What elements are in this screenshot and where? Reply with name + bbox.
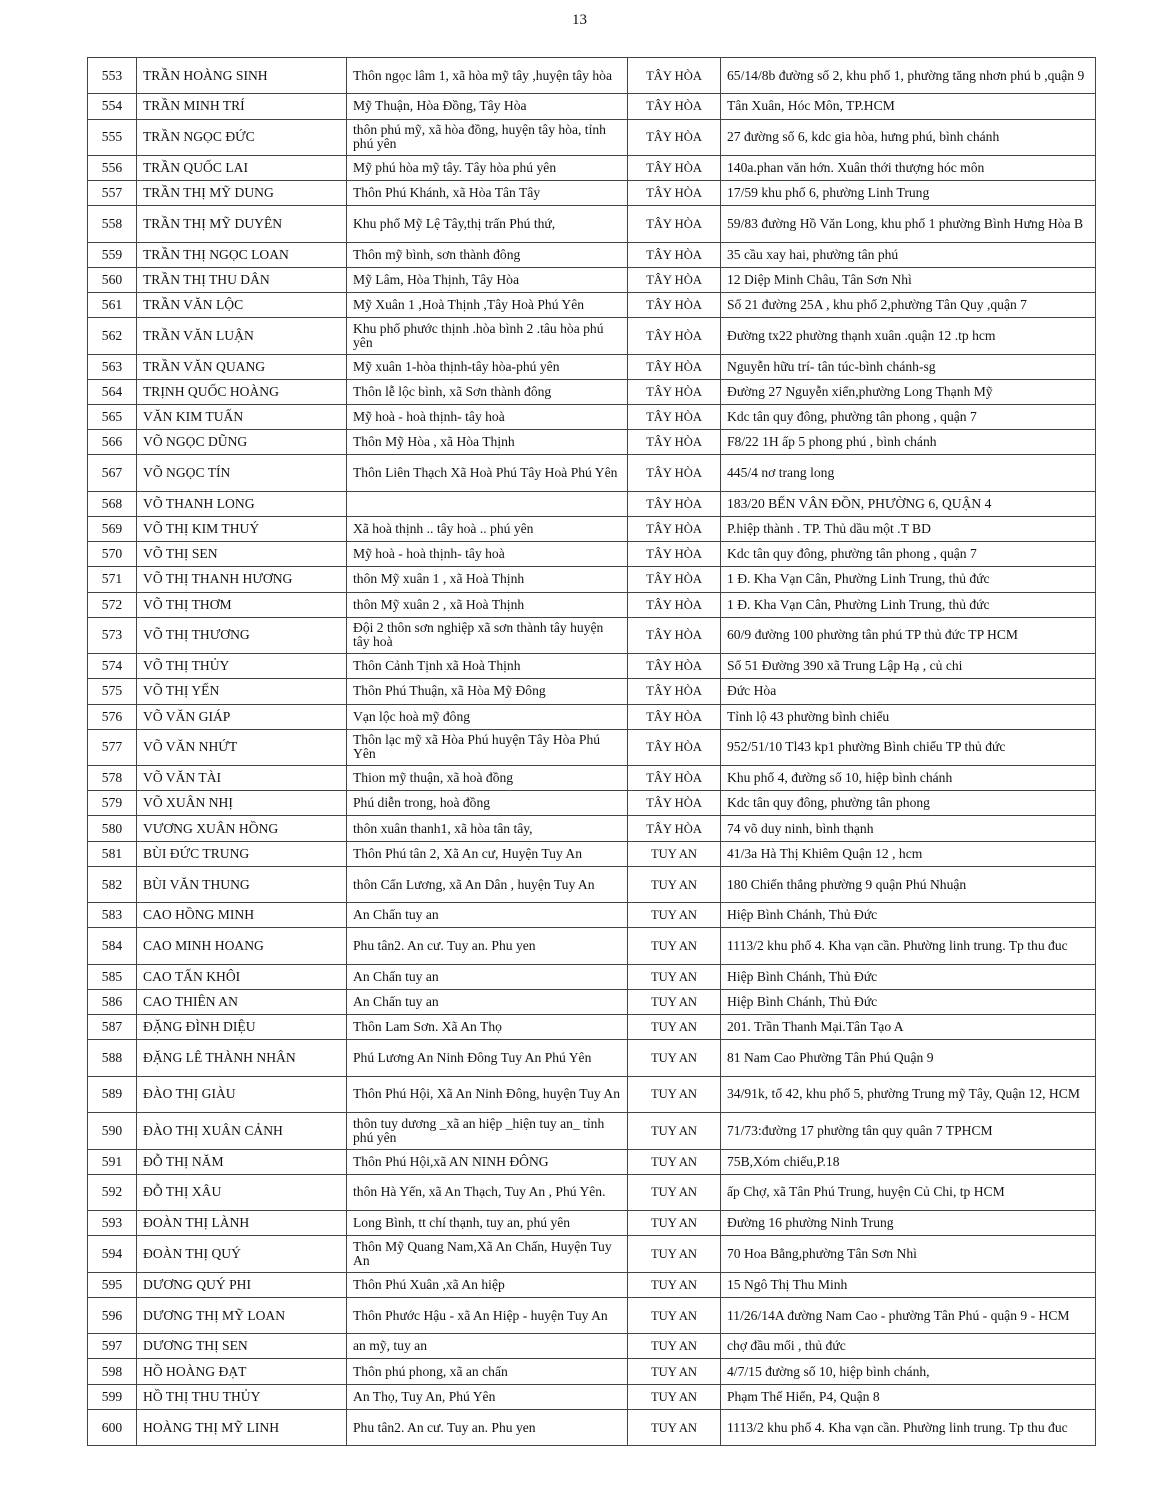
member-name: DƯƠNG QUÝ PHI (137, 1272, 347, 1297)
member-name: VĂN KIM TUẤN (137, 405, 347, 430)
member-district: TUY AN (628, 990, 721, 1015)
member-hometown: thôn phú mỹ, xã hòa đồng, huyện tây hòa, tỉnh phú yên (347, 119, 628, 155)
member-hometown: thôn Cẩn Lương, xã An Dân , huyện Tuy An (347, 866, 628, 902)
row-number: 598 (88, 1359, 137, 1384)
member-name: ĐỖ THỊ NĂM (137, 1149, 347, 1174)
member-name: ĐẶNG ĐÌNH DIỆU (137, 1015, 347, 1040)
member-name: HỒ HOÀNG ĐẠT (137, 1359, 347, 1384)
member-hometown: Phú diễn trong, hoà đồng (347, 791, 628, 816)
row-number: 576 (88, 704, 137, 729)
member-district: TÂY HÒA (628, 766, 721, 791)
member-address: Số 21 đường 25A , khu phố 2,phường Tân Quy ,quận 7 (721, 293, 1096, 318)
member-name: VÕ NGỌC TÍN (137, 455, 347, 491)
member-address: 183/20 BẾN VÂN ĐỒN, PHƯỜNG 6, QUẬN 4 (721, 491, 1096, 516)
member-district: TUY AN (628, 928, 721, 964)
member-address: Số 51 Đường 390 xã Trung Lập Hạ , củ chi (721, 654, 1096, 679)
row-number: 584 (88, 928, 137, 964)
row-number: 577 (88, 729, 137, 765)
member-address: 445/4 nơ trang long (721, 455, 1096, 491)
row-number: 555 (88, 119, 137, 155)
member-hometown: Mỹ Thuận, Hòa Đồng, Tây Hòa (347, 94, 628, 119)
member-address: chợ đầu mối , thủ đức (721, 1334, 1096, 1359)
row-number: 587 (88, 1015, 137, 1040)
member-name: VÕ VĂN NHỨT (137, 729, 347, 765)
member-address: Kdc tân quy đông, phường tân phong , quận 7 (721, 405, 1096, 430)
member-name: VÕ THANH LONG (137, 491, 347, 516)
member-district: TÂY HÒA (628, 267, 721, 292)
member-address: Đường 27 Nguyễn xiển,phường Long Thạnh Mỹ (721, 379, 1096, 404)
member-hometown: Thôn Phú Thuận, xã Hòa Mỹ Đông (347, 679, 628, 704)
member-name: VÕ THỊ KIM THUÝ (137, 517, 347, 542)
member-name: TRỊNH QUỐC HOÀNG (137, 379, 347, 404)
table-row (88, 964, 1096, 989)
member-address: 17/59 khu phố 6, phường Linh Trung (721, 181, 1096, 206)
member-address: Tân Xuân, Hóc Môn, TP.HCM (721, 94, 1096, 119)
table-row (88, 592, 1096, 617)
member-name: BÙI VĂN THUNG (137, 866, 347, 902)
member-hometown: thôn xuân thanh1, xã hòa tân tây, (347, 816, 628, 841)
member-name: VÕ THỊ THƯƠNG (137, 617, 347, 653)
row-number: 564 (88, 379, 137, 404)
table-row (88, 318, 1096, 354)
member-district: TUY AN (628, 964, 721, 989)
member-district: TÂY HÒA (628, 617, 721, 653)
member-address: 34/91k, tổ 42, khu phố 5, phường Trung mỹ Tây, Quận 12, HCM (721, 1076, 1096, 1112)
member-name: VÕ VĂN GIÁP (137, 704, 347, 729)
member-district: TÂY HÒA (628, 491, 721, 516)
member-district: TÂY HÒA (628, 293, 721, 318)
member-hometown: Thôn Lam Sơn. Xã An Thọ (347, 1015, 628, 1040)
row-number: 600 (88, 1409, 137, 1445)
member-address: 180 Chiến thắng phường 9 quận Phú Nhuận (721, 866, 1096, 902)
member-district: TUY AN (628, 1113, 721, 1149)
table-row (88, 354, 1096, 379)
row-number: 581 (88, 841, 137, 866)
member-address: 59/83 đường Hồ Văn Long, khu phố 1 phường Bình Hưng Hòa B (721, 206, 1096, 242)
table-row (88, 1015, 1096, 1040)
member-hometown: Thôn mỹ bình, sơn thành đông (347, 242, 628, 267)
member-hometown: An Chấn tuy an (347, 903, 628, 928)
member-address: Phạm Thế Hiển, P4, Quận 8 (721, 1384, 1096, 1409)
row-number: 574 (88, 654, 137, 679)
row-number: 596 (88, 1297, 137, 1333)
member-hometown: Thôn Phú Hội, Xã An Ninh Đông, huyện Tuy An (347, 1076, 628, 1112)
member-address: 70 Hoa Bằng,phường Tân Sơn Nhì (721, 1236, 1096, 1272)
member-address: 140a.phan văn hớn. Xuân thới thượng hóc môn (721, 155, 1096, 180)
member-address: Khu phố 4, đường số 10, hiệp bình chánh (721, 766, 1096, 791)
member-hometown: Thôn Phú Khánh, xã Hòa Tân Tây (347, 181, 628, 206)
table-row (88, 155, 1096, 180)
member-name: ĐOÀN THỊ LÀNH (137, 1211, 347, 1236)
member-address: 201. Trần Thanh Mại.Tân Tạo A (721, 1015, 1096, 1040)
row-number: 570 (88, 542, 137, 567)
member-hometown: Mỹ hoà - hoà thịnh- tây hoà (347, 405, 628, 430)
member-hometown: Thôn Liên Thạch Xã Hoà Phú Tây Hoà Phú Yên (347, 455, 628, 491)
member-district: TÂY HÒA (628, 318, 721, 354)
table-row (88, 119, 1096, 155)
member-district: TÂY HÒA (628, 816, 721, 841)
member-name: ĐÀO THỊ XUÂN CẢNH (137, 1113, 347, 1149)
member-hometown: Long Bình, tt chí thạnh, tuy an, phú yên (347, 1211, 628, 1236)
row-number: 559 (88, 242, 137, 267)
table-row (88, 293, 1096, 318)
table-row (88, 1236, 1096, 1272)
table-row (88, 1174, 1096, 1210)
member-district: TÂY HÒA (628, 119, 721, 155)
member-name: VÕ NGỌC DŨNG (137, 430, 347, 455)
member-district: TÂY HÒA (628, 704, 721, 729)
table-row (88, 654, 1096, 679)
page-number: 13 (572, 12, 587, 28)
member-hometown: Mỹ phú hòa mỹ tây. Tây hòa phú yên (347, 155, 628, 180)
member-address: Nguyễn hữu trí- tân túc-bình chánh-sg (721, 354, 1096, 379)
member-name: TRẦN VĂN QUANG (137, 354, 347, 379)
member-address: Tỉnh lộ 43 phường bình chiểu (721, 704, 1096, 729)
row-number: 554 (88, 94, 137, 119)
table-row (88, 816, 1096, 841)
member-name: VÕ THỊ THƠM (137, 592, 347, 617)
member-hometown: Thion mỹ thuận, xã hoà đồng (347, 766, 628, 791)
table-row (88, 990, 1096, 1015)
table-row (88, 903, 1096, 928)
member-table (87, 57, 1096, 1446)
member-district: TUY AN (628, 1297, 721, 1333)
member-hometown: Phu tân2. An cư. Tuy an. Phu yen (347, 1409, 628, 1445)
row-number: 589 (88, 1076, 137, 1112)
table-row (88, 430, 1096, 455)
table-row (88, 1113, 1096, 1149)
member-hometown: Mỹ Lâm, Hòa Thịnh, Tây Hòa (347, 267, 628, 292)
member-hometown: Mỹ Xuân 1 ,Hoà Thịnh ,Tây Hoà Phú Yên (347, 293, 628, 318)
member-name: VÕ THỊ SEN (137, 542, 347, 567)
table-row (88, 181, 1096, 206)
member-district: TUY AN (628, 1040, 721, 1076)
table-row (88, 1334, 1096, 1359)
member-name: HỒ THỊ THU THỦY (137, 1384, 347, 1409)
member-hometown: thôn Mỹ xuân 1 , xã Hoà Thịnh (347, 567, 628, 592)
member-district: TUY AN (628, 1236, 721, 1272)
member-district: TÂY HÒA (628, 181, 721, 206)
member-name: TRẦN THỊ THU DÂN (137, 267, 347, 292)
row-number: 590 (88, 1113, 137, 1149)
member-address: 74 võ duy ninh, bình thạnh (721, 816, 1096, 841)
row-number: 561 (88, 293, 137, 318)
member-name: ĐOÀN THỊ QUÝ (137, 1236, 347, 1272)
table-row (88, 866, 1096, 902)
table-row (88, 729, 1096, 765)
member-district: TÂY HÒA (628, 592, 721, 617)
member-address: Đường 16 phường Ninh Trung (721, 1211, 1096, 1236)
member-district: TUY AN (628, 903, 721, 928)
member-name: VÕ THỊ YẾN (137, 679, 347, 704)
member-district: TUY AN (628, 1272, 721, 1297)
member-address: 1113/2 khu phố 4. Kha vạn cần. Phường linh trung. Tp thu đuc (721, 1409, 1096, 1445)
member-district: TÂY HÒA (628, 430, 721, 455)
member-hometown: thôn tuy dương _xã an hiệp _hiện tuy an_ tỉnh phú yên (347, 1113, 628, 1149)
row-number: 583 (88, 903, 137, 928)
member-name: ĐẶNG LÊ THÀNH NHÂN (137, 1040, 347, 1076)
table-row (88, 1297, 1096, 1333)
member-hometown: Thôn Mỹ Hòa , xã Hòa Thịnh (347, 430, 628, 455)
member-hometown: Thôn Mỹ Quang Nam,Xã An Chấn, Huyện Tuy An (347, 1236, 628, 1272)
member-name: TRẦN NGỌC ĐỨC (137, 119, 347, 155)
member-name: CAO TẤN KHÔI (137, 964, 347, 989)
member-address: 65/14/8b đường số 2, khu phố 1, phường tăng nhơn phú b ,quận 9 (721, 58, 1096, 94)
member-address: 35 cầu xay hai, phường tân phú (721, 242, 1096, 267)
row-number: 582 (88, 866, 137, 902)
member-address: 41/3a Hà Thị Khiêm Quận 12 , hcm (721, 841, 1096, 866)
table-row (88, 1040, 1096, 1076)
member-district: TÂY HÒA (628, 405, 721, 430)
member-district: TUY AN (628, 866, 721, 902)
member-name: TRẦN VĂN LUẬN (137, 318, 347, 354)
row-number: 599 (88, 1384, 137, 1409)
member-hometown: an mỹ, tuy an (347, 1334, 628, 1359)
table-row (88, 267, 1096, 292)
member-hometown: Thôn ngọc lâm 1, xã hòa mỹ tây ,huyện tây hòa (347, 58, 628, 94)
member-address: 71/73:đường 17 phường tân quy quân 7 TPHCM (721, 1113, 1096, 1149)
member-district: TÂY HÒA (628, 94, 721, 119)
member-address: Kdc tân quy đông, phường tân phong , quận 7 (721, 542, 1096, 567)
member-name: CAO HỒNG MINH (137, 903, 347, 928)
member-hometown: thôn Hà Yến, xã An Thạch, Tuy An , Phú Yên. (347, 1174, 628, 1210)
member-name: BÙI ĐỨC TRUNG (137, 841, 347, 866)
member-hometown: Vạn lộc hoà mỹ đông (347, 704, 628, 729)
table-row (88, 928, 1096, 964)
member-name: ĐÀO THỊ GIÀU (137, 1076, 347, 1112)
member-name: DƯƠNG THỊ SEN (137, 1334, 347, 1359)
member-address: 12 Diệp Minh Châu, Tân Sơn Nhì (721, 267, 1096, 292)
member-district: TUY AN (628, 1409, 721, 1445)
table-row (88, 1359, 1096, 1384)
member-hometown: An Chấn tuy an (347, 964, 628, 989)
member-address: 952/51/10 Tl43 kp1 phường Bình chiểu TP thủ đức (721, 729, 1096, 765)
member-address: 81 Nam Cao Phường Tân Phú Quận 9 (721, 1040, 1096, 1076)
member-district: TÂY HÒA (628, 354, 721, 379)
member-name: ĐỖ THỊ XÂU (137, 1174, 347, 1210)
member-hometown: Thôn Phú Xuân ,xã An hiệp (347, 1272, 628, 1297)
member-address: 4/7/15 đường số 10, hiệp bình chánh, (721, 1359, 1096, 1384)
member-name: VÕ THỊ THỦY (137, 654, 347, 679)
member-hometown: Đội 2 thôn sơn nghiệp xã sơn thành tây huyện tây hoà (347, 617, 628, 653)
table-row (88, 617, 1096, 653)
member-address: Hiệp Bình Chánh, Thủ Đức (721, 903, 1096, 928)
member-name: CAO THIÊN AN (137, 990, 347, 1015)
member-district: TÂY HÒA (628, 155, 721, 180)
member-hometown: Khu phố phước thịnh .hòa bình 2 .tâu hòa phú yên (347, 318, 628, 354)
member-district: TUY AN (628, 1334, 721, 1359)
member-address: Hiệp Bình Chánh, Thủ Đức (721, 990, 1096, 1015)
member-hometown: An Thọ, Tuy An, Phú Yên (347, 1384, 628, 1409)
member-hometown: Thôn lạc mỹ xã Hòa Phú huyện Tây Hòa Phú Yên (347, 729, 628, 765)
row-number: 557 (88, 181, 137, 206)
member-address: Kdc tân quy đông, phường tân phong (721, 791, 1096, 816)
table-row (88, 206, 1096, 242)
row-number: 566 (88, 430, 137, 455)
member-district: TÂY HÒA (628, 729, 721, 765)
member-hometown: Mỹ hoà - hoà thịnh- tây hoà (347, 542, 628, 567)
row-number: 585 (88, 964, 137, 989)
member-name: TRẦN THỊ MỸ DUYÊN (137, 206, 347, 242)
member-address: 1 Đ. Kha Vạn Cân, Phường Linh Trung, thủ đức (721, 567, 1096, 592)
member-district: TUY AN (628, 1076, 721, 1112)
member-district: TÂY HÒA (628, 379, 721, 404)
member-district: TÂY HÒA (628, 567, 721, 592)
table-row (88, 455, 1096, 491)
table-row (88, 1384, 1096, 1409)
table-row (88, 1272, 1096, 1297)
member-name: VÕ XUÂN NHỊ (137, 791, 347, 816)
row-number: 578 (88, 766, 137, 791)
row-number: 591 (88, 1149, 137, 1174)
table-row (88, 542, 1096, 567)
table-row (88, 379, 1096, 404)
member-name: TRẦN THỊ MỸ DUNG (137, 181, 347, 206)
row-number: 575 (88, 679, 137, 704)
table-row (88, 94, 1096, 119)
row-number: 595 (88, 1272, 137, 1297)
member-address: 75B,Xóm chiếu,P.18 (721, 1149, 1096, 1174)
member-table-body (88, 58, 1096, 1446)
member-district: TÂY HÒA (628, 654, 721, 679)
member-district: TÂY HÒA (628, 791, 721, 816)
member-district: TUY AN (628, 841, 721, 866)
table-row (88, 1076, 1096, 1112)
member-hometown: An Chấn tuy an (347, 990, 628, 1015)
member-address: 60/9 đường 100 phường tân phú TP thủ đức TP HCM (721, 617, 1096, 653)
member-district: TUY AN (628, 1015, 721, 1040)
table-row (88, 679, 1096, 704)
table-row (88, 704, 1096, 729)
member-address: 15 Ngô Thị Thu Minh (721, 1272, 1096, 1297)
table-row (88, 791, 1096, 816)
member-hometown: thôn Mỹ xuân 2 , xã Hoà Thịnh (347, 592, 628, 617)
row-number: 569 (88, 517, 137, 542)
member-hometown: Mỹ xuân 1-hòa thịnh-tây hòa-phú yên (347, 354, 628, 379)
member-hometown: Thôn Phú Hội,xã AN NINH ĐÔNG (347, 1149, 628, 1174)
member-hometown: Phu tân2. An cư. Tuy an. Phu yen (347, 928, 628, 964)
member-address: Đường tx22 phường thạnh xuân .quận 12 .tp hcm (721, 318, 1096, 354)
row-number: 594 (88, 1236, 137, 1272)
table-row (88, 491, 1096, 516)
member-hometown: Phú Lương An Ninh Đông Tuy An Phú Yên (347, 1040, 628, 1076)
table-row (88, 1211, 1096, 1236)
member-hometown: Thôn Phú tân 2, Xã An cư, Huyện Tuy An (347, 841, 628, 866)
member-district: TÂY HÒA (628, 679, 721, 704)
row-number: 567 (88, 455, 137, 491)
row-number: 560 (88, 267, 137, 292)
member-name: TRẦN VĂN LỘC (137, 293, 347, 318)
row-number: 586 (88, 990, 137, 1015)
member-hometown: Thôn Cảnh Tịnh xã Hoà Thịnh (347, 654, 628, 679)
member-district: TÂY HÒA (628, 517, 721, 542)
member-district: TÂY HÒA (628, 58, 721, 94)
row-number: 573 (88, 617, 137, 653)
member-hometown (347, 491, 628, 516)
row-number: 571 (88, 567, 137, 592)
table-row (88, 841, 1096, 866)
row-number: 580 (88, 816, 137, 841)
member-address: 1 Đ. Kha Vạn Cân, Phường Linh Trung, thủ đức (721, 592, 1096, 617)
member-address: ấp Chợ, xã Tân Phú Trung, huyện Củ Chi, tp HCM (721, 1174, 1096, 1210)
table-row (88, 567, 1096, 592)
member-hometown: Thôn lễ lộc bình, xã Sơn thành đông (347, 379, 628, 404)
row-number: 563 (88, 354, 137, 379)
member-district: TÂY HÒA (628, 206, 721, 242)
row-number: 593 (88, 1211, 137, 1236)
member-hometown: Thôn phú phong, xã an chấn (347, 1359, 628, 1384)
row-number: 579 (88, 791, 137, 816)
member-hometown: Thôn Phước Hậu - xã An Hiệp - huyện Tuy An (347, 1297, 628, 1333)
row-number: 588 (88, 1040, 137, 1076)
member-name: TRẦN MINH TRÍ (137, 94, 347, 119)
table-row (88, 1149, 1096, 1174)
row-number: 556 (88, 155, 137, 180)
table-row (88, 58, 1096, 94)
row-number: 572 (88, 592, 137, 617)
member-hometown: Xã hoà thịnh .. tây hoà .. phú yên (347, 517, 628, 542)
row-number: 565 (88, 405, 137, 430)
member-district: TUY AN (628, 1384, 721, 1409)
row-number: 558 (88, 206, 137, 242)
member-name: TRẦN THỊ NGỌC LOAN (137, 242, 347, 267)
member-district: TUY AN (628, 1359, 721, 1384)
row-number: 553 (88, 58, 137, 94)
member-district: TÂY HÒA (628, 242, 721, 267)
table-row (88, 242, 1096, 267)
row-number: 592 (88, 1174, 137, 1210)
row-number: 568 (88, 491, 137, 516)
member-name: CAO MINH HOANG (137, 928, 347, 964)
member-name: DƯƠNG THỊ MỸ LOAN (137, 1297, 347, 1333)
member-district: TÂY HÒA (628, 455, 721, 491)
member-district: TUY AN (628, 1174, 721, 1210)
member-name: VÕ VĂN TÀI (137, 766, 347, 791)
member-address: 27 đường số 6, kdc gia hòa, hưng phú, bình chánh (721, 119, 1096, 155)
member-name: VƯƠNG XUÂN HỒNG (137, 816, 347, 841)
member-address: 1113/2 khu phố 4. Kha vạn cần. Phường linh trung. Tp thu đuc (721, 928, 1096, 964)
member-district: TUY AN (628, 1149, 721, 1174)
member-hometown: Khu phố Mỹ Lệ Tây,thị trấn Phú thứ, (347, 206, 628, 242)
table-row (88, 1409, 1096, 1445)
member-address: Hiệp Bình Chánh, Thủ Đức (721, 964, 1096, 989)
member-address: P.hiệp thành . TP. Thủ dầu một .T BD (721, 517, 1096, 542)
member-name: HOÀNG THỊ MỸ LINH (137, 1409, 347, 1445)
member-district: TUY AN (628, 1211, 721, 1236)
row-number: 597 (88, 1334, 137, 1359)
member-address: F8/22 1H ấp 5 phong phú , bình chánh (721, 430, 1096, 455)
member-name: TRẦN HOÀNG SINH (137, 58, 347, 94)
table-row (88, 766, 1096, 791)
table-row (88, 405, 1096, 430)
member-district: TÂY HÒA (628, 542, 721, 567)
member-name: TRẦN QUỐC LAI (137, 155, 347, 180)
member-address: 11/26/14A đường Nam Cao - phường Tân Phú - quận 9 - HCM (721, 1297, 1096, 1333)
member-address: Đức Hòa (721, 679, 1096, 704)
table-row (88, 517, 1096, 542)
row-number: 562 (88, 318, 137, 354)
member-name: VÕ THỊ THANH HƯƠNG (137, 567, 347, 592)
